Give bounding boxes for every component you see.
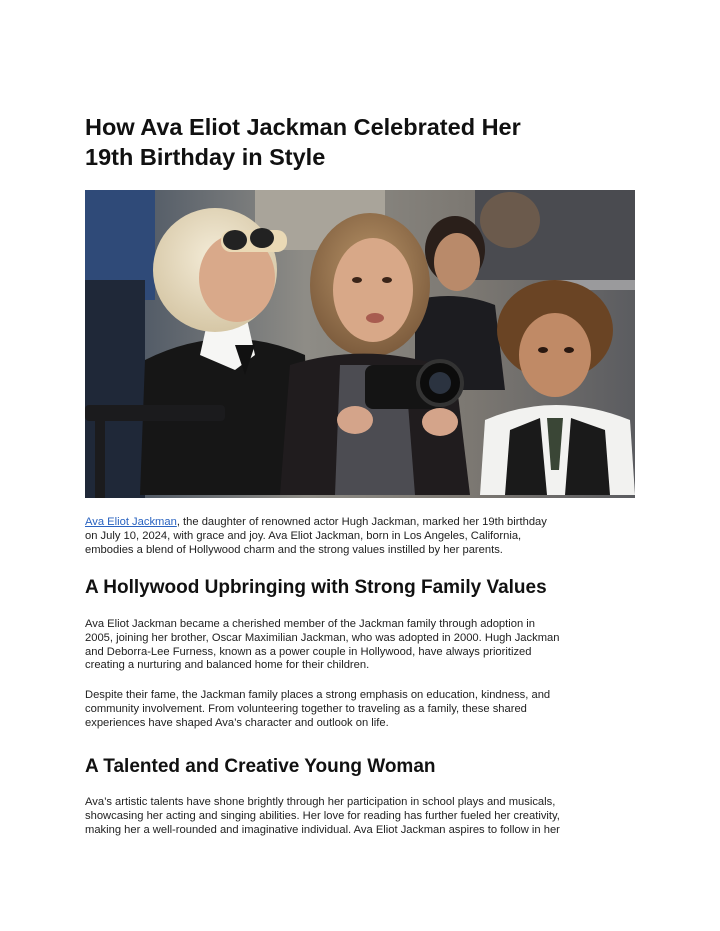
intro-line-3: embodies a blend of Hollywood charm and the strong values instilled by her parents.: [85, 543, 503, 556]
paragraph-line: showcasing her acting and singing abilities. Her love for reading has further fueled her creativity,: [85, 809, 560, 822]
paragraph-line: Ava’s artistic talents have shone brightly through her participation in school plays and musicals,: [85, 796, 556, 808]
paragraph-line: community involvement. From volunteering together to traveling as a family, these shared: [85, 702, 527, 715]
title-line-1: How Ava Eliot Jackman Celebrated Her: [85, 114, 521, 140]
paragraph-line: making her a well-rounded and imaginative individual. Ava Eliot Jackman aspires to follow in her: [85, 823, 560, 836]
upbringing-paragraph-2: [85, 689, 635, 730]
section-heading-talented: A Talented and Creative Young Woman: [85, 756, 436, 777]
article-title: [85, 112, 635, 172]
section-heading-upbringing: A Hollywood Upbringing with Strong Family Values: [85, 577, 547, 598]
article-photo: [85, 190, 635, 498]
paragraph-line: Ava Eliot Jackman became a cherished member of the Jackman family through adoption in: [85, 618, 536, 630]
paragraph-line: Despite their fame, the Jackman family places a strong emphasis on education, kindness, and: [85, 689, 551, 701]
intro-line-2: on July 10, 2024, with grace and joy. Ava Eliot Jackman, born in Los Angeles, California,: [85, 529, 522, 542]
upbringing-paragraph-1: [85, 618, 635, 673]
paragraph-line: and Deborra-Lee Furness, known as a power couple in Hollywood, have always prioritized: [85, 645, 532, 658]
paragraph-line: 2005, joining her brother, Oscar Maximilian Jackman, who was adopted in 2000. Hugh Jackman: [85, 631, 560, 644]
talented-paragraph-1: [85, 796, 635, 837]
title-line-2: 19th Birthday in Style: [85, 144, 326, 170]
paragraph-line: experiences have shaped Ava’s character and outlook on life.: [85, 716, 389, 729]
intro-line-1: , the daughter of renowned actor Hugh Jackman, marked her 19th birthday: [176, 516, 547, 528]
ava-name-link[interactable]: Ava Eliot Jackman: [85, 516, 177, 528]
paragraph-line: creating a nurturing and balanced home for their children.: [85, 659, 370, 672]
intro-paragraph: [85, 516, 635, 557]
